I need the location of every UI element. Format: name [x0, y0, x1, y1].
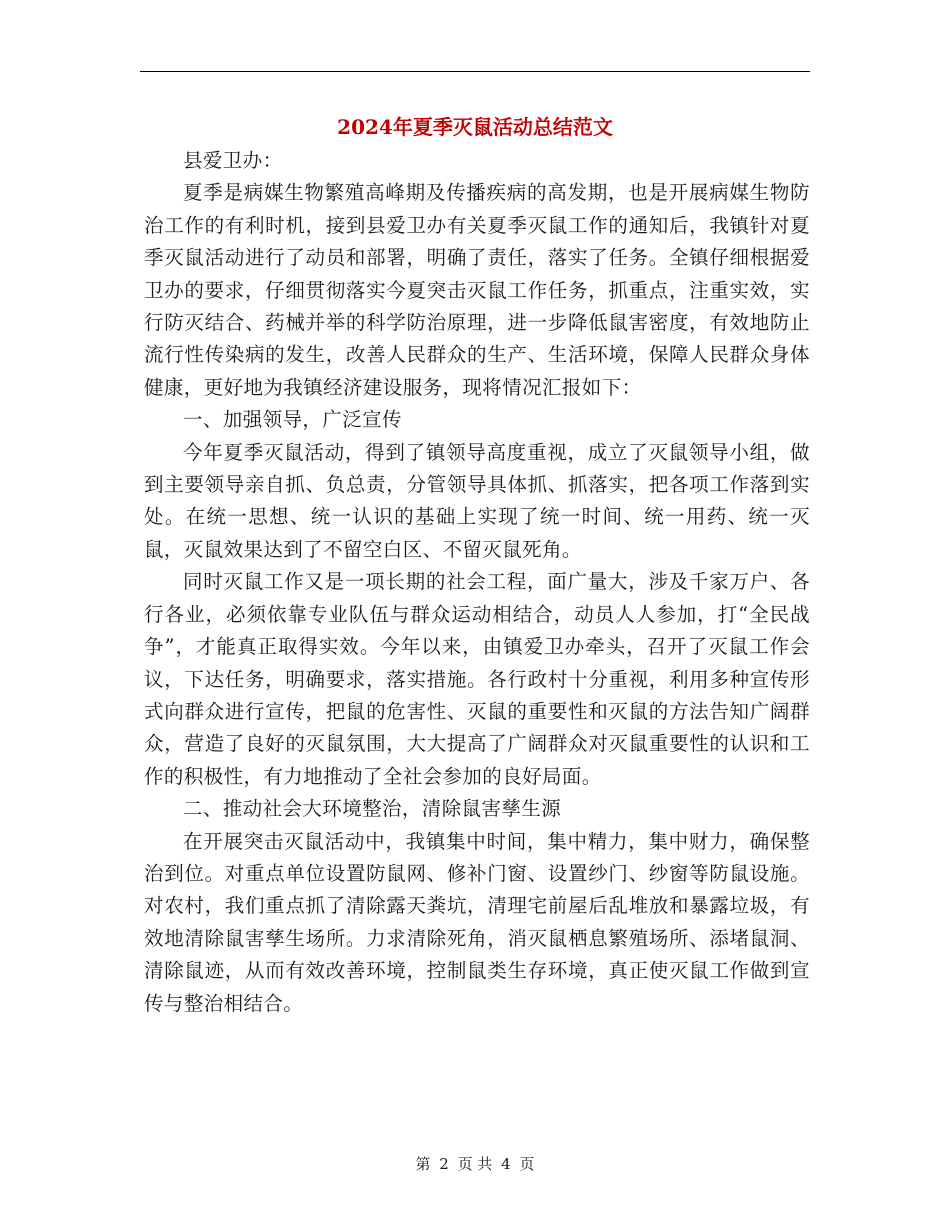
greeting: 县爱卫办： — [183, 149, 283, 172]
page-total: 4 — [501, 1155, 511, 1173]
header-rule — [140, 71, 810, 72]
section-heading-1: 一、加强领导，广泛宣传 — [183, 408, 402, 432]
page-current: 2 — [439, 1155, 449, 1173]
paragraph-section-1a: 今年夏季灭鼠活动，得到了镇领导高度重视，成立了灭鼠领导小组，做到主要领导亲自抓、负总责，分管领导具体抓、抓落实，把各项工作落到实处。在统一思想、统一认识的基础上实现了统一时间、统一用药、统一灭鼠，灭鼠效果达到了不留空白区、不留灭鼠死角。 — [144, 440, 810, 561]
page-mid: 页 共 — [457, 1155, 493, 1173]
document-title: 2024年夏季灭鼠活动总结范文 — [337, 115, 613, 139]
paragraph-intro: 夏季是病媒生物繁殖高峰期及传播疾病的高发期，也是开展病媒生物防治工作的有利时机，接到县爱卫办有关夏季灭鼠工作的通知后，我镇针对夏季灭鼠活动进行了动员和部署，明确了责任，落实了任务。全镇仔细根据爱卫办的要求，仔细贯彻落实今夏突击灭鼠工作任务，抓重点，注重实效，实行防灭结合、药械并举的科学防治原理，进一步降低鼠害密度，有效地防止流行性传染病的发生，改善人民群众的生产、生活环境，保障人民群众身体健康，更好地为我镇经济建设服务，现将情况汇报如下： — [144, 181, 810, 399]
paragraph-section-1b: 同时灭鼠工作又是一项长期的社会工程，面广量大，涉及千家万户、各行各业，必须依靠专业队伍与群众运动相结合，动员人人参加，打“全民战争”，才能真正取得实效。今年以来，由镇爱卫办牵头，召开了灭鼠工作会议，下达任务，明确要求，落实措施。各行政村十分重视，利用多种宣传形式向群众进行宣传，把鼠的危害性、灭鼠的重要性和灭鼠的方法告知广阔群众，营造了良好的灭鼠氛围，大大提高了广阔群众对灭鼠重要性的认识和工作的积极性，有力地推动了全社会参加的良好局面。 — [144, 570, 810, 788]
section-heading-2: 二、推动社会大环境整治，清除鼠害孳生源 — [183, 797, 562, 821]
paragraph-section-2a: 在开展突击灭鼠活动中，我镇集中时间，集中精力，集中财力，确保整治到位。对重点单位设置防鼠网、修补门窗、设置纱门、纱窗等防鼠设施。对农村，我们重点抓了清除露天粪坑，清理宅前屋后乱堆放和暴露垃圾，有效地清除鼠害孳生场所。力求清除死角，消灭鼠栖息繁殖场所、添堵鼠洞、清除鼠迹，从而有效改善环境，控制鼠类生存环境，真正使灭鼠工作做到宣传与整治相结合。 — [144, 829, 810, 1015]
page-prefix: 第 — [415, 1155, 431, 1173]
page-footer — [0, 1152, 950, 1176]
document-body — [144, 145, 810, 1020]
page-suffix: 页 — [519, 1155, 535, 1173]
